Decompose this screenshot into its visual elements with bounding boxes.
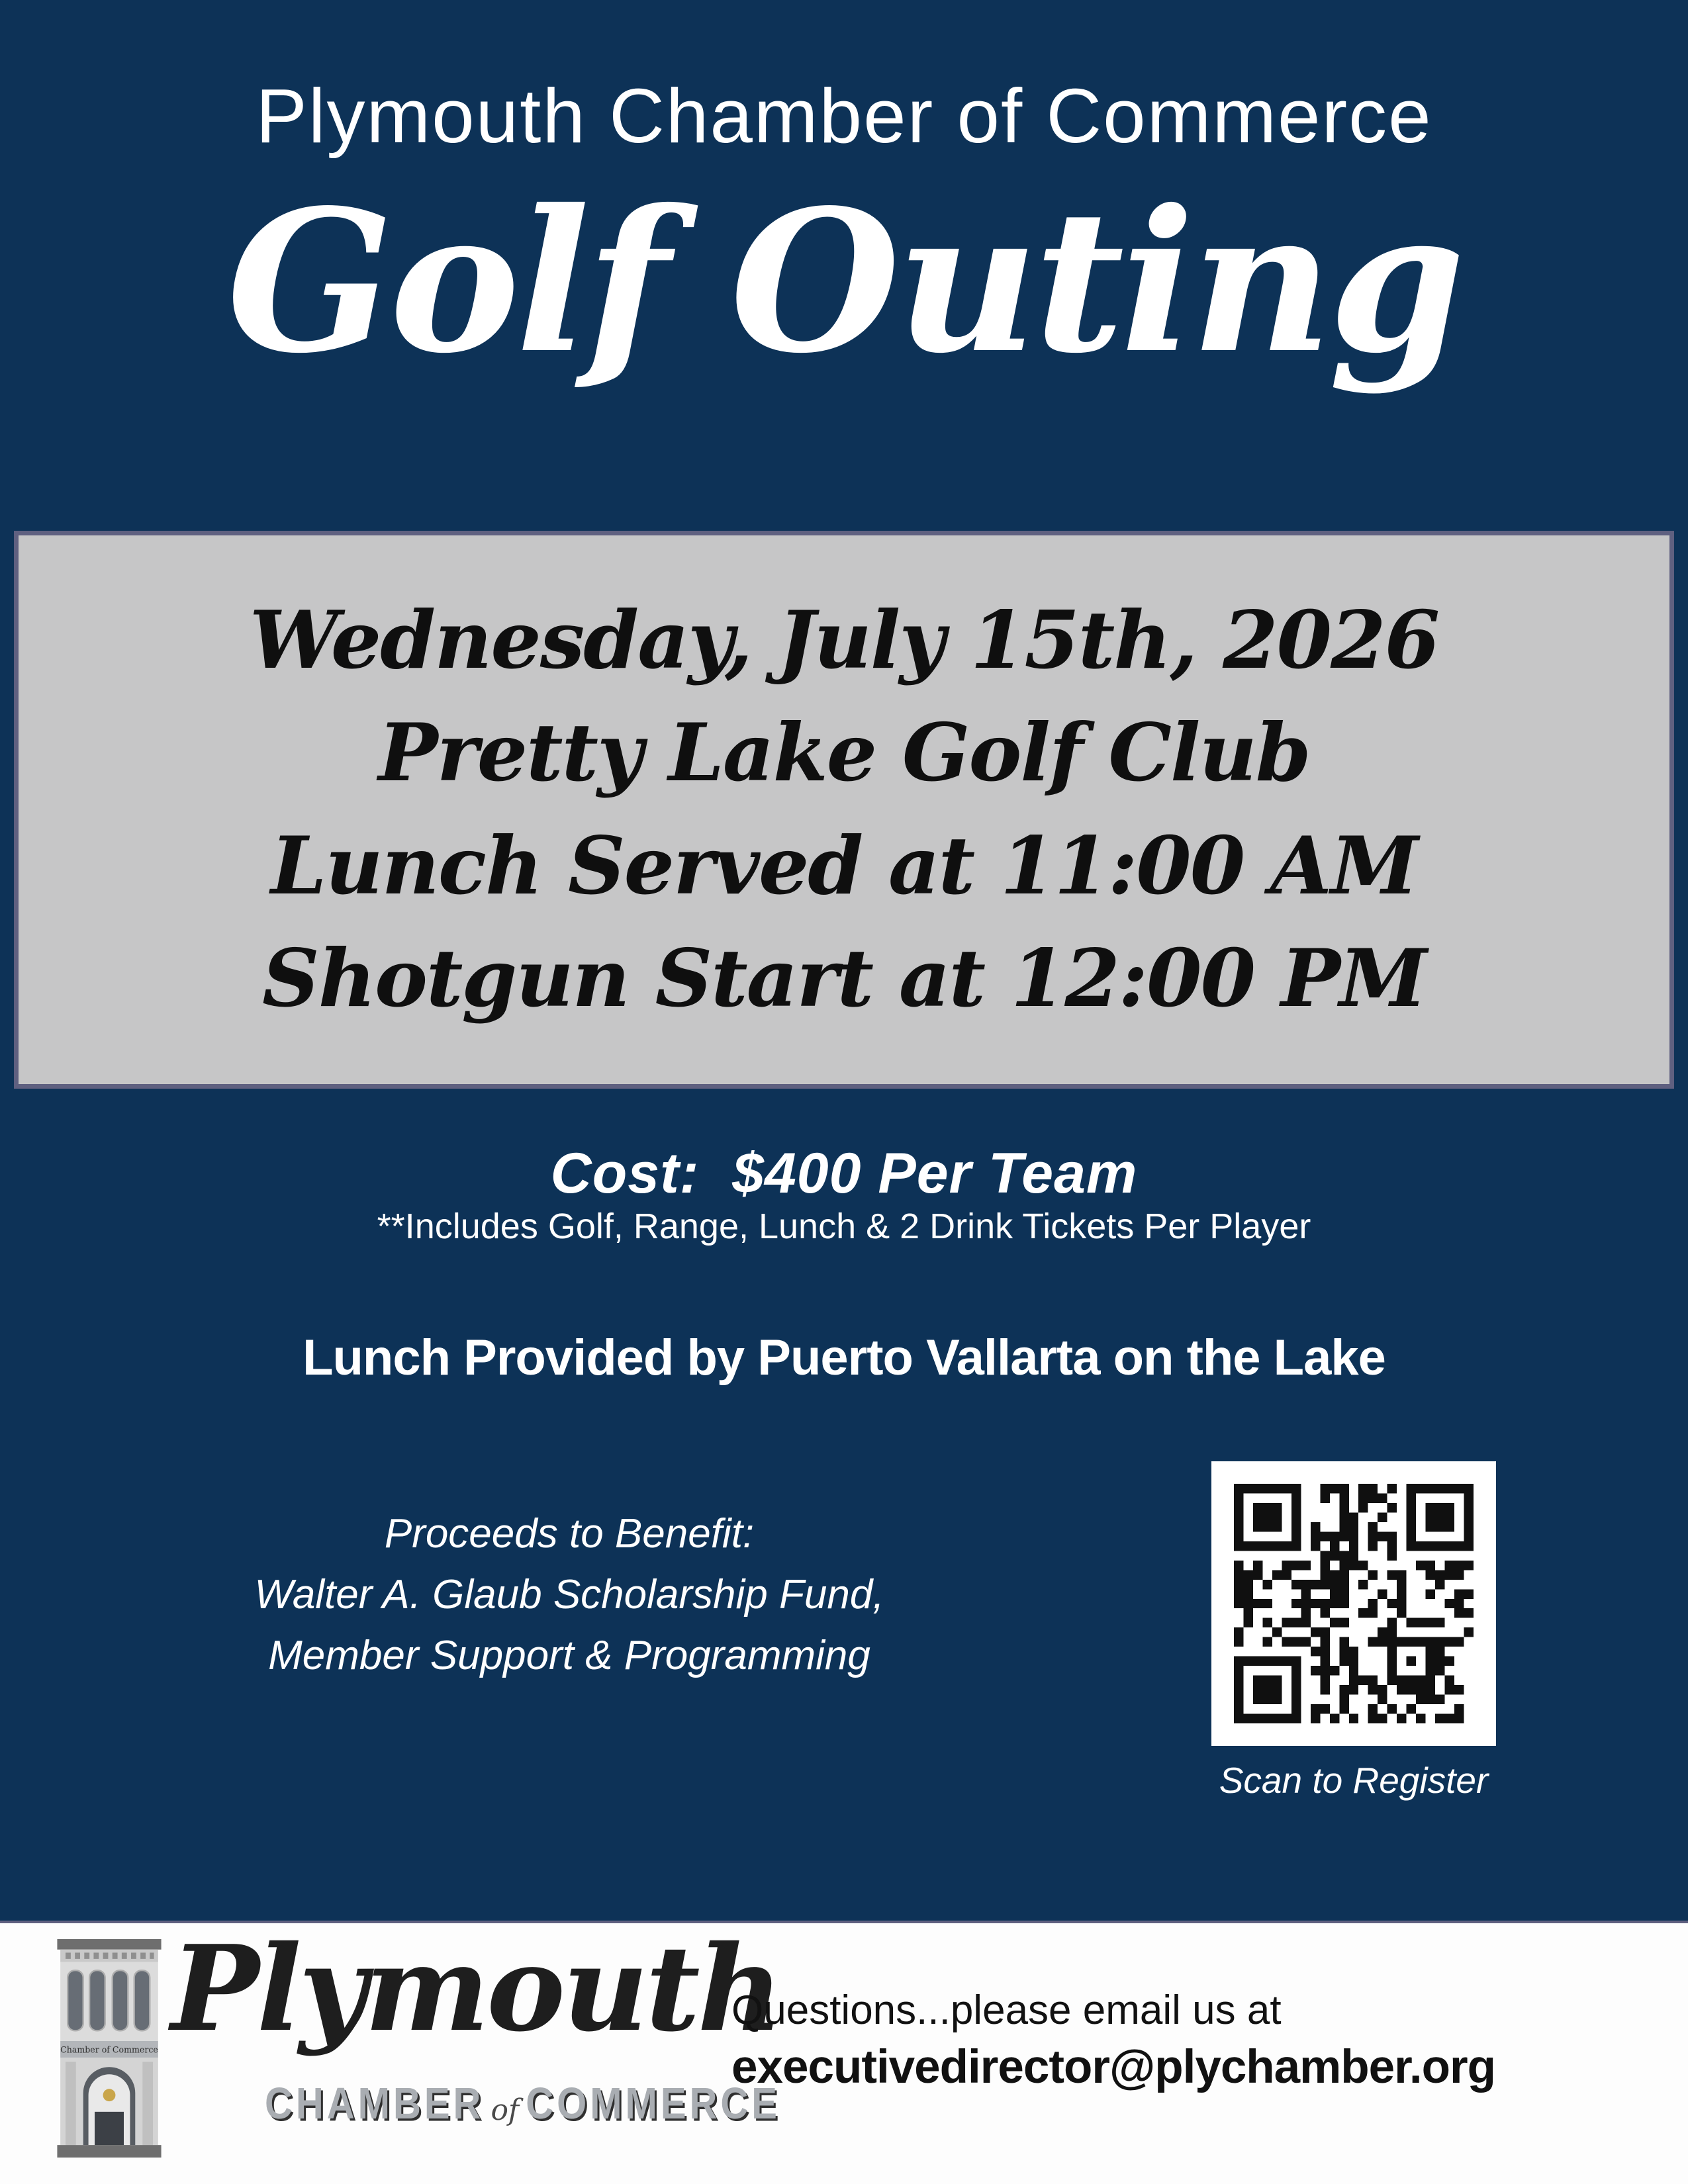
- qr-caption: Scan to Register: [1219, 1760, 1489, 1801]
- lunch-provider-line: Lunch Provided by Puerto Vallarta on the Lake: [303, 1330, 1385, 1386]
- logo-subline: [265, 2079, 780, 2129]
- contact-block: [731, 1987, 1495, 2094]
- proceeds-line-fund: Walter A. Glaub Scholarship Fund,: [254, 1571, 884, 1617]
- chamber-building-icon: [56, 1939, 162, 2158]
- event-date: Wednesday, July 15th, 2026: [249, 593, 1439, 687]
- event-start-time: Shotgun Start at 12:00 PM: [262, 931, 1426, 1025]
- building-sign-text: Chamber of Commerce: [60, 2044, 158, 2055]
- cost-note: **Includes Golf, Range, Lunch & 2 Drink Tickets Per Player: [377, 1206, 1311, 1246]
- proceeds-line-support: Member Support & Programming: [268, 1632, 870, 1678]
- logo-commerce-word: COMMERCE: [526, 2079, 780, 2128]
- logo-chamber-word: CHAMBER: [265, 2079, 485, 2128]
- proceeds-heading: Proceeds to Benefit:: [384, 1511, 755, 1557]
- contact-email: executivedirector@plychamber.org: [731, 2041, 1495, 2093]
- event-lunch-time: Lunch Served at 11:00 AM: [271, 819, 1417, 913]
- organization-name: Plymouth Chamber of Commerce: [256, 73, 1432, 159]
- contact-intro: Questions...please email us at: [731, 1987, 1282, 2033]
- event-venue: Pretty Lake Golf Club: [378, 706, 1310, 800]
- proceeds-block: [86, 1504, 1053, 1686]
- event-details-panel: [14, 531, 1674, 1089]
- footer: [0, 1921, 1688, 2184]
- page-title: Golf Outing: [226, 167, 1462, 396]
- qr-code-svg: [1234, 1484, 1474, 1723]
- cost-heading: Cost: $400 Per Team: [550, 1142, 1138, 1205]
- logo-script-word: Plymouth: [171, 1919, 781, 2058]
- qr-code: [1211, 1461, 1496, 1746]
- logo-of-word: of: [491, 2093, 520, 2127]
